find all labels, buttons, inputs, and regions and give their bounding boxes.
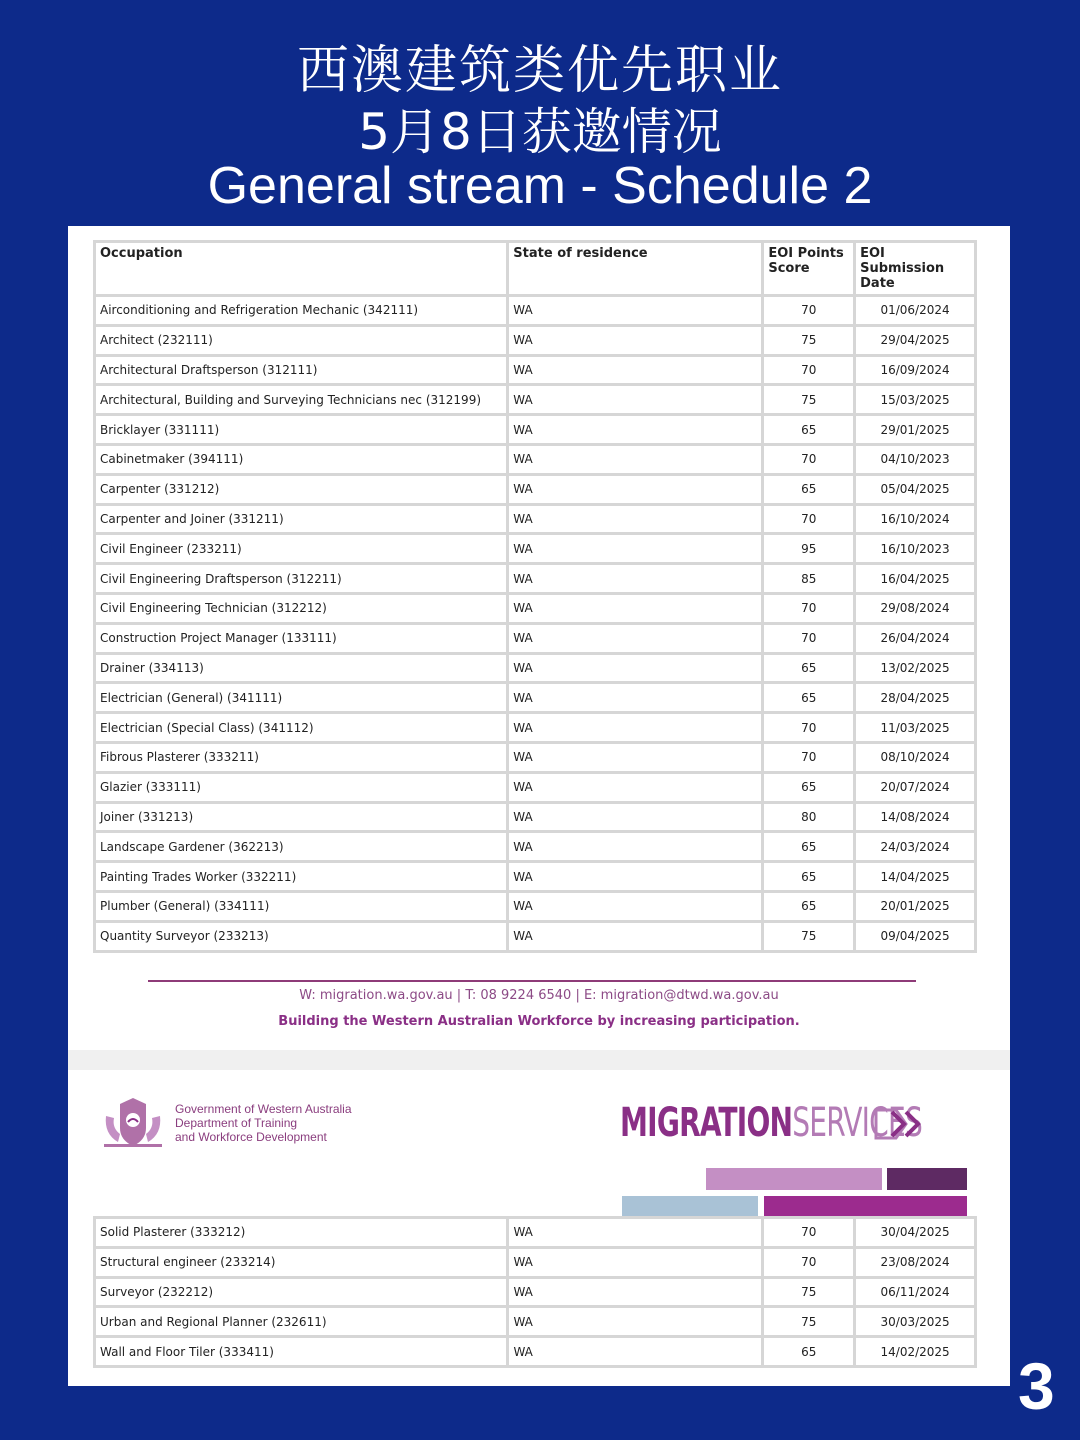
state-cell: WA xyxy=(508,713,763,743)
state-cell: WA xyxy=(508,296,763,326)
score-cell: 65 xyxy=(763,683,855,713)
score-cell: 75 xyxy=(763,921,855,951)
date-cell: 14/02/2025 xyxy=(855,1337,976,1367)
score-cell: 75 xyxy=(763,325,855,355)
state-cell: WA xyxy=(508,832,763,862)
occupation-cell: Painting Trades Worker (332211) xyxy=(95,862,508,892)
occupation-cell: Wall and Floor Tiler (333411) xyxy=(95,1337,508,1367)
footer-contact: W: migration.wa.gov.au | T: 08 9224 6540 | E: migration@dtwd.wa.gov.au xyxy=(299,988,779,1003)
table-row xyxy=(95,325,976,355)
state-cell: WA xyxy=(508,1218,763,1248)
date-cell: 16/09/2024 xyxy=(855,355,976,385)
state-cell: WA xyxy=(508,891,763,921)
table-row xyxy=(95,1307,976,1337)
page-number: 3 xyxy=(1018,1349,1055,1423)
occupation-cell: Carpenter (331212) xyxy=(95,474,508,504)
date-cell: 04/10/2023 xyxy=(855,444,976,474)
date-cell: 16/10/2024 xyxy=(855,504,976,534)
table-row xyxy=(95,296,976,326)
table-row xyxy=(95,593,976,623)
occupation-cell: Civil Engineering Technician (312212) xyxy=(95,593,508,623)
date-cell: 11/03/2025 xyxy=(855,713,976,743)
occupation-cell: Carpenter and Joiner (331211) xyxy=(95,504,508,534)
occupation-cell: Structural engineer (233214) xyxy=(95,1247,508,1277)
score-cell: 65 xyxy=(763,832,855,862)
logo-migration: MIGRATION xyxy=(620,1100,793,1146)
date-cell: 26/04/2024 xyxy=(855,623,976,653)
table-row xyxy=(95,415,976,445)
table-row xyxy=(95,862,976,892)
gov-line-1: Government of Western Australia xyxy=(175,1102,352,1116)
header-date: EOI Submission Date xyxy=(855,242,976,296)
state-cell: WA xyxy=(508,1277,763,1307)
state-cell: WA xyxy=(508,415,763,445)
occupation-cell: Fibrous Plasterer (333211) xyxy=(95,742,508,772)
date-cell: 30/04/2025 xyxy=(855,1218,976,1248)
table-row xyxy=(95,802,976,832)
gov-wa-text xyxy=(175,1102,352,1144)
score-cell: 75 xyxy=(763,1277,855,1307)
date-cell: 24/03/2024 xyxy=(855,832,976,862)
header-state: State of residence xyxy=(508,242,763,296)
occupation-cell: Construction Project Manager (133111) xyxy=(95,623,508,653)
date-cell: 15/03/2025 xyxy=(855,385,976,415)
title-line-2: 5月8日获邀情况 xyxy=(358,103,722,161)
table-header-row xyxy=(95,242,976,296)
date-cell: 01/06/2024 xyxy=(855,296,976,326)
date-cell: 30/03/2025 xyxy=(855,1307,976,1337)
occupation-cell: Landscape Gardener (362213) xyxy=(95,832,508,862)
page-break xyxy=(68,1050,1010,1070)
score-cell: 70 xyxy=(763,742,855,772)
state-cell: WA xyxy=(508,921,763,951)
state-cell: WA xyxy=(508,623,763,653)
title-line-1: 西澳建筑类优先职业 xyxy=(296,41,783,101)
state-cell: WA xyxy=(508,862,763,892)
state-cell: WA xyxy=(508,1337,763,1367)
state-cell: WA xyxy=(508,325,763,355)
state-cell: WA xyxy=(508,1247,763,1277)
score-cell: 70 xyxy=(763,1218,855,1248)
state-cell: WA xyxy=(508,742,763,772)
table-row xyxy=(95,1218,976,1248)
score-cell: 65 xyxy=(763,862,855,892)
occupation-cell: Civil Engineering Draftsperson (312211) xyxy=(95,564,508,594)
table-row xyxy=(95,742,976,772)
date-cell: 05/04/2025 xyxy=(855,474,976,504)
occupation-cell: Solid Plasterer (333212) xyxy=(95,1218,508,1248)
table-row xyxy=(95,1277,976,1307)
occupation-cell: Cabinetmaker (394111) xyxy=(95,444,508,474)
score-cell: 65 xyxy=(763,772,855,802)
state-cell: WA xyxy=(508,444,763,474)
state-cell: WA xyxy=(508,653,763,683)
table-row xyxy=(95,474,976,504)
score-cell: 75 xyxy=(763,385,855,415)
gov-line-3: and Workforce Development xyxy=(175,1130,327,1144)
occupation-cell: Plumber (General) (334111) xyxy=(95,891,508,921)
table-row xyxy=(95,385,976,415)
title-line-3: General stream - Schedule 2 xyxy=(207,157,873,215)
score-cell: 85 xyxy=(763,564,855,594)
table-row xyxy=(95,653,976,683)
occupation-table xyxy=(93,240,977,953)
table-row xyxy=(95,772,976,802)
table-row xyxy=(95,444,976,474)
state-cell: WA xyxy=(508,355,763,385)
date-cell: 16/04/2025 xyxy=(855,564,976,594)
score-cell: 75 xyxy=(763,1307,855,1337)
state-cell: WA xyxy=(508,534,763,564)
date-cell: 13/02/2025 xyxy=(855,653,976,683)
date-cell: 09/04/2025 xyxy=(855,921,976,951)
score-cell: 70 xyxy=(763,355,855,385)
table-row xyxy=(95,891,976,921)
score-cell: 65 xyxy=(763,415,855,445)
date-cell: 14/08/2024 xyxy=(855,802,976,832)
occupation-cell: Architectural, Building and Surveying Technicians nec (312199) xyxy=(95,385,508,415)
date-cell: 14/04/2025 xyxy=(855,862,976,892)
score-cell: 65 xyxy=(763,653,855,683)
table-row xyxy=(95,355,976,385)
score-cell: 95 xyxy=(763,534,855,564)
decor-bar-magenta xyxy=(764,1196,967,1218)
date-cell: 29/04/2025 xyxy=(855,325,976,355)
date-cell: 06/11/2024 xyxy=(855,1277,976,1307)
score-cell: 70 xyxy=(763,623,855,653)
table-row xyxy=(95,832,976,862)
state-cell: WA xyxy=(508,802,763,832)
state-cell: WA xyxy=(508,385,763,415)
occupation-cell: Civil Engineer (233211) xyxy=(95,534,508,564)
logo-services: SERVICES xyxy=(792,1100,922,1146)
decor-bar-light-purple xyxy=(706,1168,882,1190)
table-row xyxy=(95,1337,976,1367)
occupation-table-continued xyxy=(93,1216,977,1368)
date-cell: 20/07/2024 xyxy=(855,772,976,802)
occupation-cell: Joiner (331213) xyxy=(95,802,508,832)
table-row xyxy=(95,683,976,713)
state-cell: WA xyxy=(508,683,763,713)
header-score: EOI Points Score xyxy=(763,242,855,296)
date-cell: 08/10/2024 xyxy=(855,742,976,772)
occupation-cell: Drainer (334113) xyxy=(95,653,508,683)
document-page-top xyxy=(68,226,1010,1050)
occupation-cell: Glazier (333111) xyxy=(95,772,508,802)
score-cell: 70 xyxy=(763,1247,855,1277)
occupation-cell: Urban and Regional Planner (232611) xyxy=(95,1307,508,1337)
date-cell: 29/01/2025 xyxy=(855,415,976,445)
table-row xyxy=(95,534,976,564)
footer-divider xyxy=(148,980,916,982)
occupation-cell: Electrician (General) (341111) xyxy=(95,683,508,713)
table-row xyxy=(95,713,976,743)
date-cell: 28/04/2025 xyxy=(855,683,976,713)
score-cell: 80 xyxy=(763,802,855,832)
score-cell: 70 xyxy=(763,593,855,623)
state-cell: WA xyxy=(508,504,763,534)
table-row xyxy=(95,921,976,951)
occupation-cell: Architect (232111) xyxy=(95,325,508,355)
state-cell: WA xyxy=(508,564,763,594)
document-page-bottom xyxy=(68,1070,1010,1386)
table-row xyxy=(95,504,976,534)
date-cell: 16/10/2023 xyxy=(855,534,976,564)
state-cell: WA xyxy=(508,772,763,802)
table-row xyxy=(95,623,976,653)
occupation-cell: Bricklayer (331111) xyxy=(95,415,508,445)
state-cell: WA xyxy=(508,1307,763,1337)
score-cell: 65 xyxy=(763,891,855,921)
double-chevron-right-icon xyxy=(874,1104,934,1144)
date-cell: 23/08/2024 xyxy=(855,1247,976,1277)
occupation-cell: Electrician (Special Class) (341112) xyxy=(95,713,508,743)
state-cell: WA xyxy=(508,474,763,504)
date-cell: 29/08/2024 xyxy=(855,593,976,623)
occupation-cell: Quantity Surveyor (233213) xyxy=(95,921,508,951)
date-cell: 20/01/2025 xyxy=(855,891,976,921)
wa-crest-icon xyxy=(98,1094,168,1150)
decor-bar-light-blue xyxy=(622,1196,758,1218)
score-cell: 65 xyxy=(763,1337,855,1367)
state-cell: WA xyxy=(508,593,763,623)
score-cell: 65 xyxy=(763,474,855,504)
occupation-cell: Airconditioning and Refrigeration Mechanic (342111) xyxy=(95,296,508,326)
table-row xyxy=(95,564,976,594)
occupation-cell: Architectural Draftsperson (312111) xyxy=(95,355,508,385)
score-cell: 70 xyxy=(763,504,855,534)
decor-bar-dark-purple xyxy=(887,1168,967,1190)
footer-tagline: Building the Western Australian Workforce by increasing participation. xyxy=(278,1014,800,1029)
table-row xyxy=(95,1247,976,1277)
gov-line-2: Department of Training xyxy=(175,1116,298,1130)
score-cell: 70 xyxy=(763,444,855,474)
score-cell: 70 xyxy=(763,296,855,326)
score-cell: 70 xyxy=(763,713,855,743)
occupation-cell: Surveyor (232212) xyxy=(95,1277,508,1307)
header-occupation: Occupation xyxy=(95,242,508,296)
